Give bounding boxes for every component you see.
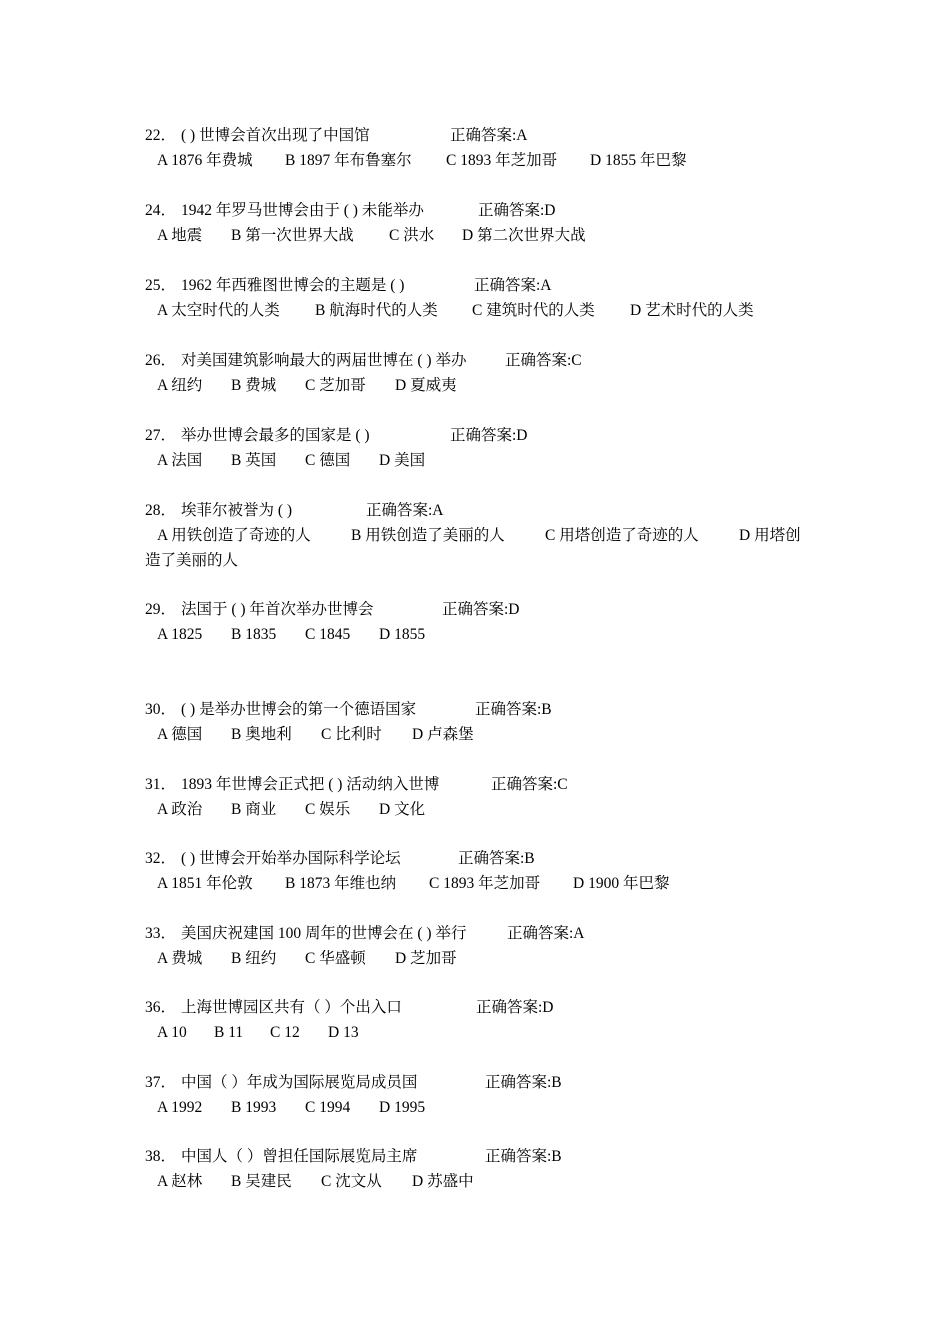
option-b: B 纽约 (231, 950, 277, 967)
option-b: B 英国 (231, 452, 277, 469)
question-number: 31． (145, 776, 177, 793)
option-a: A 纽约 (157, 377, 203, 394)
option-b: B 吴建民 (231, 1173, 292, 1190)
correct-answer: 正确答案:A (366, 502, 444, 519)
option-a: A 德国 (157, 726, 203, 743)
question-stem: 举办世博会最多的国家是 ( ) (181, 427, 370, 444)
correct-answer: 正确答案:C (505, 352, 582, 369)
question-stem: 上海世博园区共有（ ）个出入口 (181, 999, 402, 1016)
option-b: B 用铁创造了美丽的人 (351, 527, 505, 544)
question-stem: 中国人（ ）曾担任国际展览局主席 (181, 1148, 418, 1165)
option-a: A 政治 (157, 801, 203, 818)
question-stem: 埃菲尔被誉为 ( ) (181, 502, 293, 519)
option-d: D 苏盛中 (412, 1173, 474, 1190)
option-d: D 艺术时代的人类 (630, 302, 754, 319)
question-stem: 法国于 ( ) 年首次举办世博会 (181, 601, 374, 618)
correct-answer: 正确答案:B (458, 850, 535, 867)
correct-answer: 正确答案:B (475, 701, 552, 718)
option-b: B 费城 (231, 377, 277, 394)
option-c: C 沈文从 (321, 1173, 382, 1190)
question-number: 25． (145, 277, 177, 294)
option-a: A 太空时代的人类 (157, 302, 280, 319)
question-stem: ( ) 是举办世博会的第一个德语国家 (181, 701, 417, 718)
question-number: 36． (145, 999, 177, 1016)
option-a: A 用铁创造了奇迹的人 (157, 527, 311, 544)
option-d: D 用塔创 (739, 527, 801, 544)
option-c: C 1994 (305, 1099, 351, 1116)
option-c: C 1893 年芝加哥 (429, 875, 541, 892)
option-d: D 1855 年巴黎 (590, 152, 687, 169)
question-number: 26． (145, 352, 177, 369)
correct-answer: 正确答案:D (442, 601, 520, 618)
option-d: D 第二次世界大战 (462, 227, 586, 244)
option-c: C 比利时 (321, 726, 382, 743)
option-b: B 11 (214, 1024, 244, 1041)
question-stem: ( ) 世博会首次出现了中国馆 (181, 127, 370, 144)
option-d: D 1900 年巴黎 (573, 875, 670, 892)
question-number: 22． (145, 127, 177, 144)
correct-answer: 正确答案:C (491, 776, 568, 793)
option-b: B 1897 年布鲁塞尔 (285, 152, 412, 169)
question-stem: 1893 年世博会正式把 ( ) 活动纳入世博 (181, 776, 440, 793)
question-number: 30． (145, 701, 177, 718)
option-b: B 航海时代的人类 (315, 302, 438, 319)
question-stem: 中国（ ）年成为国际展览局成员国 (181, 1074, 418, 1091)
option-c: C 1845 (305, 626, 351, 643)
option-b: B 第一次世界大战 (231, 227, 354, 244)
option-a: A 地震 (157, 227, 203, 244)
correct-answer: 正确答案:D (476, 999, 554, 1016)
option-a: A 费城 (157, 950, 203, 967)
question-number: 32． (145, 850, 177, 867)
option-d: D 卢森堡 (412, 726, 474, 743)
option-d: D 文化 (379, 801, 426, 818)
question-stem: 1942 年罗马世博会由于 ( ) 未能举办 (181, 202, 424, 219)
option-d: D 1855 (379, 626, 426, 643)
option-a: A 1825 (157, 626, 203, 643)
question-stem: 美国庆祝建国 100 周年的世博会在 ( ) 举行 (181, 925, 467, 942)
option-a: A 赵林 (157, 1173, 203, 1190)
question-number: 38． (145, 1148, 177, 1165)
option-d: D 夏威夷 (395, 377, 457, 394)
option-a: A 1876 年费城 (157, 152, 253, 169)
question-stem: 1962 年西雅图世博会的主题是 ( ) (181, 277, 405, 294)
option-c: C 洪水 (389, 227, 435, 244)
option-a: A 1992 (157, 1099, 203, 1116)
option-b: B 商业 (231, 801, 277, 818)
option-d: D 1995 (379, 1099, 426, 1116)
option-c: C 用塔创造了奇迹的人 (545, 527, 699, 544)
option-a: A 1851 年伦敦 (157, 875, 253, 892)
question-number: 27． (145, 427, 177, 444)
option-c: C 娱乐 (305, 801, 351, 818)
option-c: C 12 (270, 1024, 300, 1041)
option-c: C 1893 年芝加哥 (446, 152, 558, 169)
question-number: 24． (145, 202, 177, 219)
option-d: D 芝加哥 (395, 950, 457, 967)
correct-answer: 正确答案:D (478, 202, 556, 219)
question-stem: 对美国建筑影响最大的两届世博在 ( ) 举办 (181, 352, 467, 369)
option-c: C 华盛顿 (305, 950, 366, 967)
question-number: 33． (145, 925, 177, 942)
correct-answer: 正确答案:D (450, 427, 528, 444)
option-d: D 13 (328, 1024, 359, 1041)
question-number: 29． (145, 601, 177, 618)
correct-answer: 正确答案:A (474, 277, 552, 294)
question-number: 37． (145, 1074, 177, 1091)
correct-answer: 正确答案:B (485, 1074, 562, 1091)
question-number: 28． (145, 502, 177, 519)
question-stem: ( ) 世博会开始举办国际科学论坛 (181, 850, 401, 867)
option-b: B 1873 年维也纳 (285, 875, 397, 892)
option-b: B 奥地利 (231, 726, 292, 743)
option-d-continuation: 造了美丽的人 (145, 552, 239, 569)
option-b: B 1835 (231, 626, 277, 643)
option-c: C 德国 (305, 452, 351, 469)
option-d: D 美国 (379, 452, 426, 469)
option-a: A 10 (157, 1024, 187, 1041)
correct-answer: 正确答案:A (450, 127, 528, 144)
option-c: C 建筑时代的人类 (472, 302, 595, 319)
option-c: C 芝加哥 (305, 377, 366, 394)
option-a: A 法国 (157, 452, 203, 469)
correct-answer: 正确答案:B (485, 1148, 562, 1165)
correct-answer: 正确答案:A (507, 925, 585, 942)
option-b: B 1993 (231, 1099, 277, 1116)
